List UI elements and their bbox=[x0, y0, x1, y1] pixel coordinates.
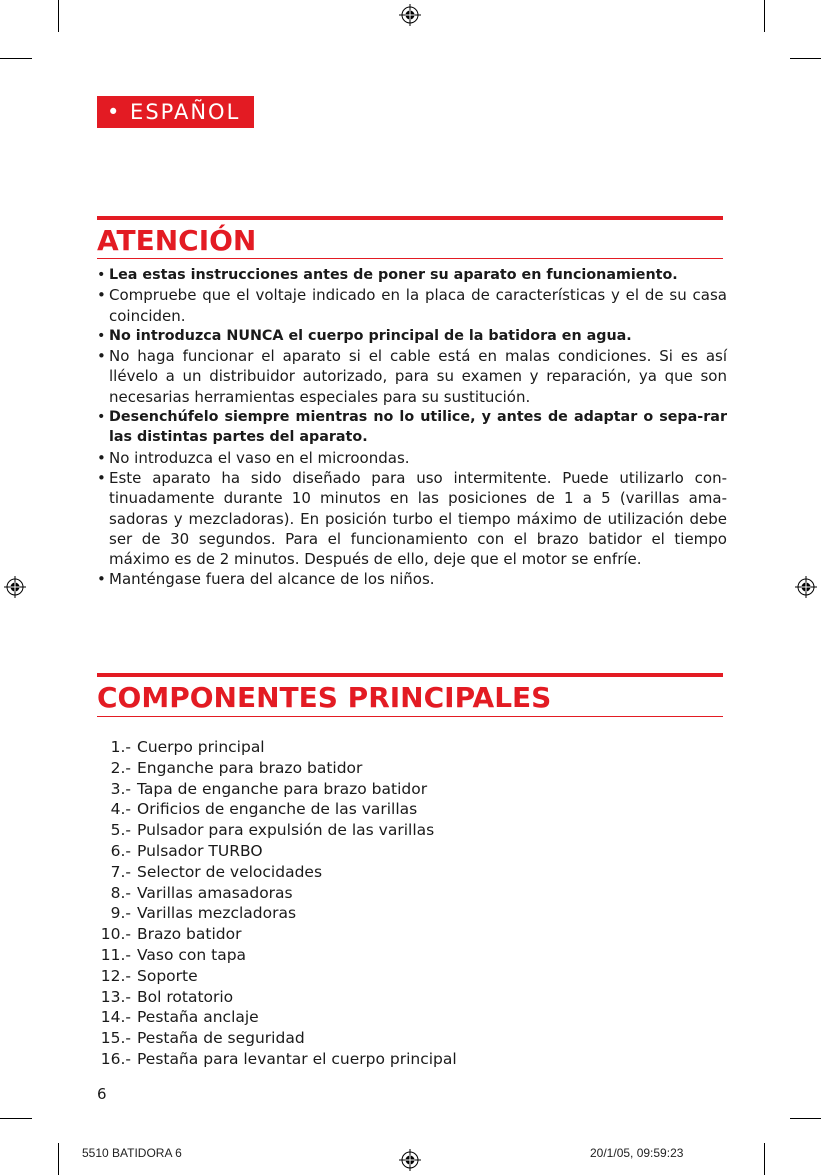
attention-list bbox=[97, 265, 727, 590]
component-number: 14.- bbox=[100, 1008, 131, 1027]
attention-top-rule bbox=[97, 216, 723, 220]
component-number: 15.- bbox=[100, 1029, 131, 1048]
print-slug-right: 20/1/05, 09:59:23 bbox=[590, 1146, 684, 1160]
component-item bbox=[97, 945, 457, 966]
component-label: Enganche para brazo batidor bbox=[137, 758, 363, 777]
bullet: • bbox=[97, 347, 106, 366]
attention-item bbox=[97, 407, 727, 448]
component-number: 4.- bbox=[110, 800, 131, 819]
attention-item-text: Compruebe que el voltaje indicado en la placa de características y el de su casa coinciden. bbox=[109, 286, 727, 325]
component-item bbox=[97, 987, 457, 1008]
component-label: Selector de velocidades bbox=[137, 862, 323, 881]
component-number: 3.- bbox=[110, 779, 131, 798]
attention-item bbox=[97, 448, 727, 468]
bullet: • bbox=[97, 327, 106, 344]
component-number: 5.- bbox=[110, 821, 131, 840]
component-item bbox=[97, 1049, 457, 1070]
component-label: Cuerpo principal bbox=[137, 738, 265, 756]
component-item bbox=[97, 862, 457, 883]
component-item bbox=[97, 820, 457, 841]
crop-mark-top-left-h bbox=[0, 58, 32, 59]
component-label: Pestaña de seguridad bbox=[137, 1029, 305, 1048]
attention-bottom-rule bbox=[97, 258, 723, 259]
components-list bbox=[97, 737, 457, 1070]
component-item bbox=[97, 799, 457, 820]
bullet: • bbox=[97, 286, 106, 305]
crop-mark-bottom-right-v bbox=[764, 1143, 765, 1175]
attention-title: ATENCIÓN bbox=[97, 224, 257, 257]
component-item bbox=[97, 779, 457, 800]
component-number: 6.- bbox=[110, 841, 131, 860]
component-label: Tapa de enganche para brazo batidor bbox=[137, 779, 428, 798]
component-item bbox=[97, 883, 457, 904]
component-item bbox=[97, 903, 457, 924]
component-label: Orificios de enganche de las varillas bbox=[137, 800, 418, 819]
component-number: 8.- bbox=[110, 883, 131, 902]
attention-item-text: Desenchúfelo siempre mientras no lo utilice, y antes de adaptar o sepa-rar las distintas partes del aparato. bbox=[109, 409, 727, 446]
component-number: 11.- bbox=[100, 945, 131, 964]
attention-item bbox=[97, 346, 727, 407]
bullet: • bbox=[97, 409, 106, 426]
language-tab: • ESPAÑOL bbox=[97, 96, 254, 128]
component-item bbox=[97, 966, 457, 987]
component-label: Pulsador TURBO bbox=[137, 841, 263, 860]
component-number: 12.- bbox=[100, 966, 131, 985]
component-label: Varillas amasadoras bbox=[137, 883, 293, 902]
attention-item bbox=[97, 285, 727, 326]
attention-item bbox=[97, 326, 727, 346]
attention-item bbox=[97, 265, 727, 285]
attention-item bbox=[97, 569, 727, 589]
component-label: Brazo batidor bbox=[137, 925, 242, 944]
attention-item-text: Lea estas instrucciones antes de poner su aparato en funcionamiento. bbox=[109, 267, 678, 283]
component-label: Pulsador para expulsión de las varillas bbox=[137, 821, 435, 840]
print-slug-left: 5510 BATIDORA 6 bbox=[82, 1146, 182, 1160]
component-label: Pestaña anclaje bbox=[137, 1008, 259, 1027]
component-number: 13.- bbox=[100, 987, 131, 1006]
component-item bbox=[97, 841, 457, 862]
crop-mark-bottom-left-v bbox=[58, 1143, 59, 1175]
bullet: • bbox=[97, 570, 106, 589]
component-label: Bol rotatorio bbox=[137, 987, 234, 1006]
components-bottom-rule bbox=[97, 716, 723, 717]
crop-mark-bottom-right-h bbox=[790, 1118, 821, 1119]
component-label: Vaso con tapa bbox=[137, 945, 247, 964]
attention-item bbox=[97, 468, 727, 569]
component-item bbox=[97, 1007, 457, 1028]
attention-item-text: Este aparato ha sido diseñado para uso intermitente. Puede utilizarlo con-tinuadamente durante 10 minutos en las posiciones de 1 a 5 (varillas ama-sadoras y mezcladoras). En posición turbo el tiempo máximo de utilización debe ser de 30 segundos. Para el funcionamiento con el brazo batidor el tiempo máximo es de 2 minutos. Después de ello, deje que el motor se enfríe. bbox=[109, 468, 727, 569]
component-item bbox=[97, 737, 457, 758]
crop-mark-top-right-v bbox=[764, 0, 765, 32]
registration-mark-top-icon bbox=[399, 4, 421, 26]
registration-mark-right-icon bbox=[795, 576, 817, 598]
component-number: 7.- bbox=[110, 862, 131, 881]
component-number: 10.- bbox=[100, 925, 131, 944]
attention-item-text: Manténgase fuera del alcance de los niños. bbox=[109, 570, 435, 589]
registration-mark-bottom-icon bbox=[399, 1149, 421, 1171]
bullet: • bbox=[97, 468, 106, 487]
page-number: 6 bbox=[97, 1085, 107, 1103]
registration-mark-left-icon bbox=[4, 576, 26, 598]
crop-mark-top-left-v bbox=[58, 0, 59, 32]
bullet: • bbox=[97, 448, 106, 467]
component-label: Soporte bbox=[137, 966, 198, 985]
attention-item-text: No haga funcionar el aparato si el cable está en malas condiciones. Si es así llévelo a un distribuidor autorizado, para su examen y reparación, ya que son necesarias herramientas especiales para su sustitución. bbox=[109, 347, 727, 406]
component-item bbox=[97, 758, 457, 779]
bullet: • bbox=[97, 267, 106, 283]
attention-item-text: No introduzca NUNCA el cuerpo principal de la batidora en agua. bbox=[109, 327, 632, 344]
components-top-rule bbox=[97, 673, 723, 677]
component-item bbox=[97, 1028, 457, 1049]
components-title: COMPONENTES PRINCIPALES bbox=[97, 681, 552, 714]
component-number: 2.- bbox=[110, 758, 131, 777]
component-number: 9.- bbox=[110, 904, 131, 923]
component-label: Pestaña para levantar el cuerpo principal bbox=[137, 1049, 457, 1068]
component-label: Varillas mezcladoras bbox=[137, 904, 297, 923]
attention-item-text: No introduzca el vaso en el microondas. bbox=[109, 448, 410, 467]
crop-mark-top-right-h bbox=[790, 58, 821, 59]
component-number: 1.- bbox=[110, 738, 131, 756]
component-item bbox=[97, 924, 457, 945]
component-number: 16.- bbox=[100, 1049, 131, 1068]
crop-mark-bottom-left-h bbox=[0, 1118, 32, 1119]
